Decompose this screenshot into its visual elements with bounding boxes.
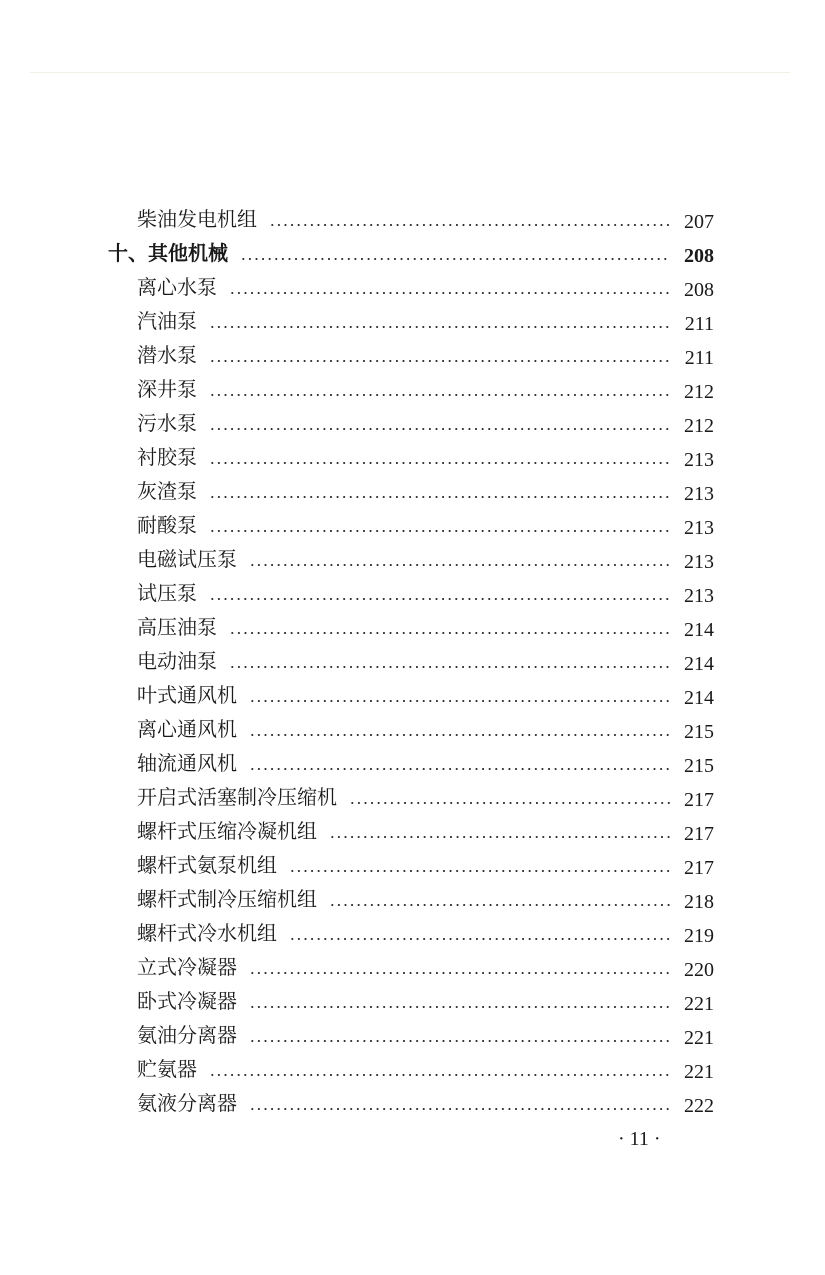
dot-leader xyxy=(349,802,670,804)
toc-entry-title: 叶式通风机 xyxy=(137,683,237,707)
dot-leader xyxy=(249,700,670,702)
toc-entry-title: 氨油分离器 xyxy=(137,1023,237,1047)
toc-entry-title: 柴油发电机组 xyxy=(137,207,257,231)
toc-entry-page: 217 xyxy=(684,789,714,811)
dot-leader xyxy=(209,1074,670,1076)
toc-entry-page: 221 xyxy=(684,1061,714,1083)
toc-entry-title: 汽油泵 xyxy=(137,309,197,333)
toc-entry xyxy=(0,372,825,406)
toc-entry xyxy=(0,1052,825,1086)
toc-entry xyxy=(0,746,825,780)
toc-entry-title: 污水泵 xyxy=(137,411,197,435)
toc-entry-title: 氨液分离器 xyxy=(137,1091,237,1115)
toc-entry-title: 灰渣泵 xyxy=(137,479,197,503)
toc-entry-page: 211 xyxy=(684,313,714,335)
toc-section-entry xyxy=(0,236,825,270)
toc-entry-title: 潜水泵 xyxy=(137,343,197,367)
toc-entry-title: 电磁试压泵 xyxy=(137,547,237,571)
toc-entry-title: 卧式冷凝器 xyxy=(137,989,237,1013)
toc-entry-page: 208 xyxy=(684,279,714,301)
toc-entry xyxy=(0,406,825,440)
toc-entry-page: 215 xyxy=(684,755,714,777)
toc-entry-page: 217 xyxy=(684,823,714,845)
dot-leader xyxy=(249,972,670,974)
toc-entry-page: 220 xyxy=(684,959,714,981)
toc-entry xyxy=(0,780,825,814)
toc-entry-title: 立式冷凝器 xyxy=(137,955,237,979)
dot-leader xyxy=(249,564,670,566)
dot-leader xyxy=(209,360,670,362)
toc-entry-page: 221 xyxy=(684,993,714,1015)
toc-entry xyxy=(0,202,825,236)
toc-entry xyxy=(0,916,825,950)
toc-entry xyxy=(0,270,825,304)
toc-entry-page: 213 xyxy=(684,585,714,607)
toc-entry-title: 螺杆式压缩冷凝机组 xyxy=(137,819,317,843)
dot-leader xyxy=(240,258,670,260)
dot-leader xyxy=(229,666,670,668)
toc-entry-page: 211 xyxy=(684,347,714,369)
toc-entry xyxy=(0,882,825,916)
toc-entry-title: 轴流通风机 xyxy=(137,751,237,775)
toc-entry xyxy=(0,576,825,610)
dot-leader xyxy=(329,904,670,906)
toc-entry xyxy=(0,814,825,848)
toc-entry-page: 214 xyxy=(684,687,714,709)
dot-leader xyxy=(209,530,670,532)
toc-entry-page: 214 xyxy=(684,619,714,641)
toc-entry-page: 208 xyxy=(684,245,714,267)
toc-entry-title: 螺杆式氨泵机组 xyxy=(137,853,277,877)
toc-entry-page: 214 xyxy=(684,653,714,675)
toc-entry-title: 高压油泵 xyxy=(137,615,217,639)
dot-leader xyxy=(249,1040,670,1042)
toc-entry xyxy=(0,644,825,678)
toc-entry-page: 213 xyxy=(684,483,714,505)
toc-entry xyxy=(0,1018,825,1052)
toc-entry-title: 十、其他机械 xyxy=(108,241,228,265)
toc-entry xyxy=(0,1086,825,1120)
dot-leader xyxy=(249,1108,670,1110)
toc-entry-title: 电动油泵 xyxy=(137,649,217,673)
dot-leader xyxy=(209,428,670,430)
toc-entry xyxy=(0,508,825,542)
toc-entry-page: 221 xyxy=(684,1027,714,1049)
toc-entry-page: 213 xyxy=(684,551,714,573)
toc-entry-page: 207 xyxy=(684,211,714,233)
dot-leader xyxy=(249,1006,670,1008)
toc-entry xyxy=(0,474,825,508)
dot-leader xyxy=(209,496,670,498)
toc-entry-page: 215 xyxy=(684,721,714,743)
toc-entry xyxy=(0,338,825,372)
toc-entry-title: 贮氨器 xyxy=(137,1057,197,1081)
dot-leader xyxy=(329,836,670,838)
toc-entry-title: 离心水泵 xyxy=(137,275,217,299)
dot-leader xyxy=(229,292,670,294)
toc-entry-title: 螺杆式冷水机组 xyxy=(137,921,277,945)
dot-leader xyxy=(289,938,670,940)
toc-entry-page: 222 xyxy=(684,1095,714,1117)
toc-entry-page: 212 xyxy=(684,415,714,437)
page-number: · 11 · xyxy=(618,1128,661,1150)
toc-entry-title: 螺杆式制冷压缩机组 xyxy=(137,887,317,911)
dot-leader xyxy=(209,598,670,600)
toc-entry-title: 耐酸泵 xyxy=(137,513,197,537)
toc-entry xyxy=(0,712,825,746)
dot-leader xyxy=(209,394,670,396)
dot-leader xyxy=(209,326,670,328)
toc-entry xyxy=(0,304,825,338)
toc-entry-title: 开启式活塞制冷压缩机 xyxy=(137,785,337,809)
toc-entry-title: 离心通风机 xyxy=(137,717,237,741)
toc-entry-title: 试压泵 xyxy=(137,581,197,605)
toc-entry-title: 衬胶泵 xyxy=(137,445,197,469)
toc-entry-page: 217 xyxy=(684,857,714,879)
dot-leader xyxy=(249,768,670,770)
dot-leader xyxy=(249,734,670,736)
toc-entry-page: 218 xyxy=(684,891,714,913)
toc-entry-page: 213 xyxy=(684,449,714,471)
toc-entry-page: 219 xyxy=(684,925,714,947)
toc-entry xyxy=(0,984,825,1018)
dot-leader xyxy=(269,224,670,226)
toc-entry xyxy=(0,848,825,882)
toc-entry xyxy=(0,610,825,644)
table-of-contents xyxy=(0,202,825,1120)
dot-leader xyxy=(289,870,670,872)
toc-entry-page: 212 xyxy=(684,381,714,403)
toc-entry xyxy=(0,542,825,576)
toc-entry-page: 213 xyxy=(684,517,714,539)
top-rule xyxy=(30,72,790,73)
dot-leader xyxy=(229,632,670,634)
dot-leader xyxy=(209,462,670,464)
toc-entry xyxy=(0,950,825,984)
toc-entry xyxy=(0,440,825,474)
toc-entry-title: 深井泵 xyxy=(137,377,197,401)
toc-entry xyxy=(0,678,825,712)
